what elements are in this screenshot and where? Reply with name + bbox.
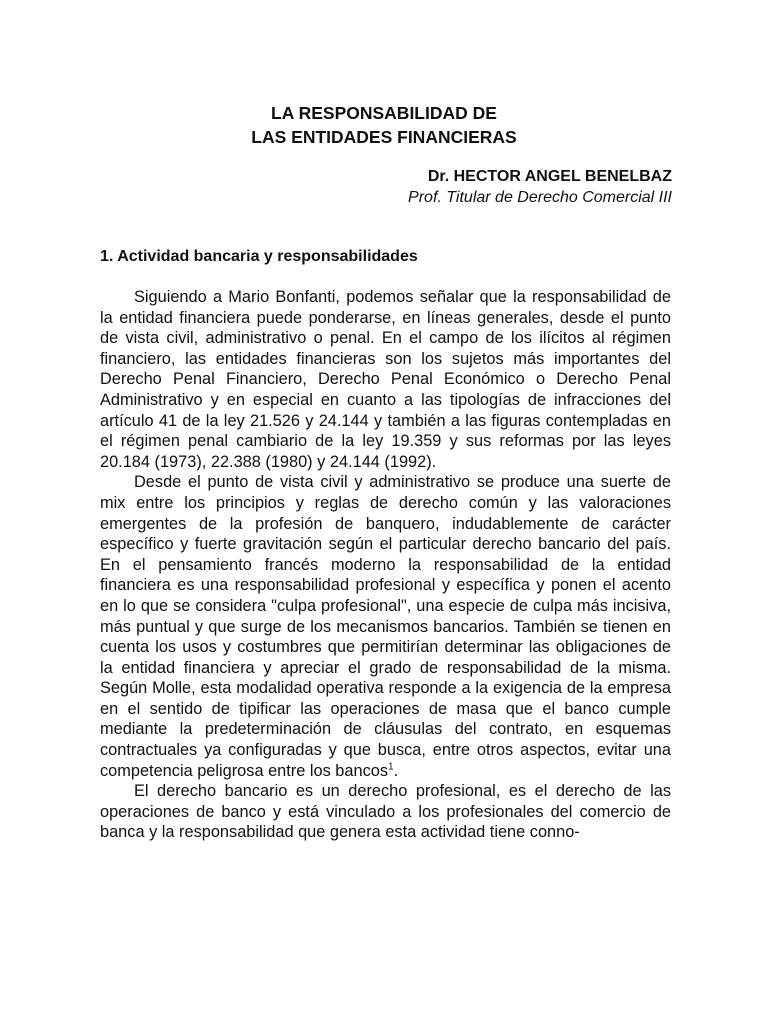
paragraph-3: El derecho bancario es un derecho profesional, es el derecho de las operaciones de banco y está vinculado a los profesionales del comercio de banca y la responsabilidad que genera esta actividad tiene conno- <box>100 782 671 842</box>
paragraph-1: Siguiendo a Mario Bonfanti, podemos señalar que la responsabilidad de la entidad financiera puede ponderarse, en líneas generales, desde el punto de vista civil, administrativo o penal. En el campo de los ilícitos al régimen financiero, las entidades financieras son los sujetos más importantes del Derecho Penal Financiero, Derecho Penal Económico o Derecho Penal Administrativo y en especial en cuanto a las tipologías de infracciones del artículo 41 de la ley 21.526 y 24.144 y también a las figuras contempladas en el régimen penal cambiario de la ley 19.359 y sus reformas por las leyes 20.184 (1973), 22.388 (1980) y 24.144 (1992). <box>100 288 671 471</box>
footnote-reference: 1 <box>388 761 394 773</box>
section-heading: 1. Actividad bancaria y responsabilidades <box>100 248 418 265</box>
title-line-2: LAS ENTIDADES FINANCIERAS <box>251 127 517 147</box>
title-line-1: LA RESPONSABILIDAD DE <box>271 103 497 123</box>
paragraph-2-text: Desde el punto de vista civil y administrativo se produce una suerte de mix entre los principios y reglas de derecho común y las valoraciones emergentes de la profesión de banquero, indudablemente de carácter específico y fuerte gravitación según el particular derecho bancario del país. En el pensamiento francés moderno la responsabilidad de la entidad financiera es una responsabilidad profesional y específica y ponen el acento en lo que se considera "culpa profesional", una especie de culpa más incisiva, más puntual y que surge de los mecanismos bancarios. También se tienen en cuenta los usos y costumbres que permitirían determinar las obligaciones de la entidad financiera y apreciar el grado de responsabilidad de la misma. Según Molle, esta modalidad operativa responde a la exigencia de la empresa en el sentido de tipificar las operaciones de masa que el banco cumple mediante la predeterminación de cláusulas del contrato, en esquemas contractuales ya configuradas y que busca, entre otros aspectos, evitar una competencia peligrosa entre los bancos <box>100 473 671 780</box>
paragraph-2-end: . <box>393 761 399 780</box>
body-text <box>100 287 671 843</box>
author-role: Prof. Titular de Derecho Comercial III <box>408 189 672 206</box>
author-block <box>408 166 672 208</box>
paragraph-2 <box>100 472 671 781</box>
document-title <box>0 101 768 149</box>
author-name: Dr. HECTOR ANGEL BENELBAZ <box>427 168 672 185</box>
